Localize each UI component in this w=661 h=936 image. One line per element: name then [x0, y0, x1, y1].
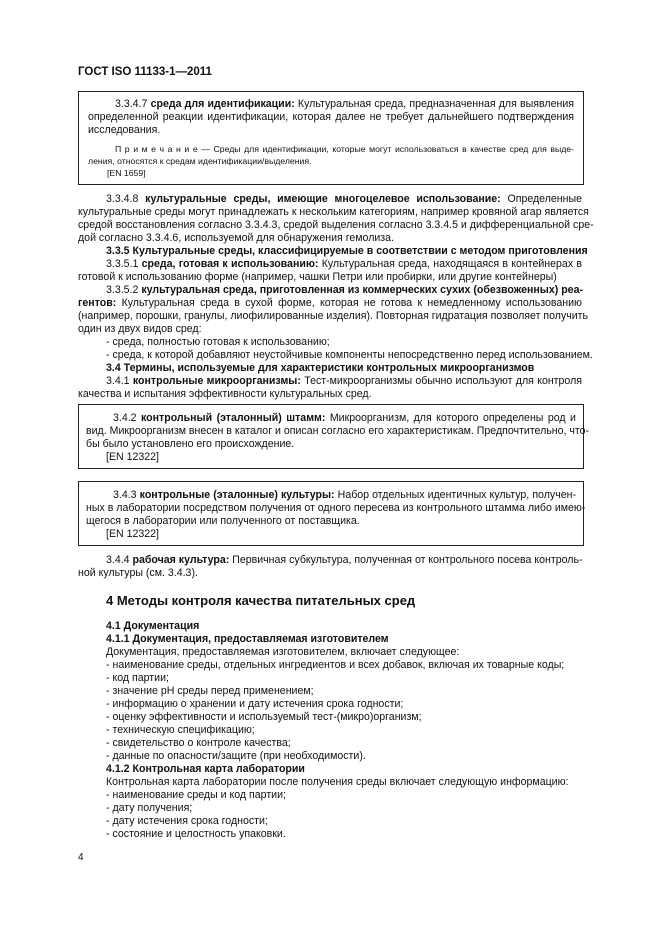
heading-3-4: 3.4 Термины, используемые для характеристики контрольных микроорганизмов	[106, 362, 535, 374]
p3352-bullet2: - среда, к которой добавляют неустойчивые компоненты непосредственно перед использованием.	[106, 349, 593, 361]
box2-line1: 3.4.2 контрольный (эталонный) штамм: Микроорганизм, для которого определены род и	[113, 412, 576, 424]
list-item: - состояние и целостность упаковки.	[106, 828, 286, 840]
box2-line2: вид. Микроорганизм внесен в каталог и описан согласно его характеристикам. Предпочтительно, что-	[86, 425, 590, 437]
list-item: - оценку эффективности и используемый тест-(микро)организм;	[106, 711, 422, 723]
box2-reference: [EN 12322]	[106, 451, 160, 463]
p341-line1: 3.4.1 контрольные микроорганизмы: Тест-микроорганизмы обычно используют для контроля	[106, 375, 583, 387]
list-item: - техническую спецификацию;	[106, 724, 255, 736]
box1-line1: 3.3.4.7 среда для идентификации: Культуральная среда, предназначенная для выявления	[115, 98, 574, 110]
p3352-line3: (например, порошки, гранулы, лиофилированные изделия). Повторная гидратация позволяет получить	[78, 310, 589, 322]
p3351-line2: готовой к использованию форме (например, чашки Петри или пробирки, или другие контейнеры)	[78, 271, 557, 283]
list-item: - свидетельство о контроле качества;	[106, 737, 291, 749]
heading-4-1: 4.1 Документация	[106, 620, 200, 632]
box1-line2: определенной реакции идентификации, которая далее не требует дальнейшего подтверждения	[88, 111, 574, 123]
s411-intro: Документация, предоставляемая изготовителем, включает следующее:	[106, 646, 460, 658]
list-item: - информацию о хранении и дату истечения срока годности;	[106, 698, 404, 710]
list-item: - код партии;	[106, 672, 169, 684]
heading-4-1-2: 4.1.2 Контрольная карта лаборатории	[106, 763, 305, 775]
p3352-bullet1: - среда, полностью готовая к использованию;	[106, 336, 330, 348]
s412-intro: Контрольная карта лаборатории после получения среды включает следующую информацию:	[106, 776, 569, 788]
section-4-title: 4 Методы контроля качества питательных сред	[106, 593, 416, 608]
box3-line2: ных в лаборатории посредством получения от одного пересева из контрольного штамма либо имею-	[86, 502, 586, 514]
p341-line2: качества и испытания эффективности культуральных сред.	[78, 388, 372, 400]
box1-reference: [EN 1659]	[107, 168, 146, 178]
box3-line1: 3.4.3 контрольные (эталонные) культуры: Набор отдельных идентичных культур, получен-	[113, 489, 576, 501]
box2-line3: бы было установлено его происхождение.	[86, 438, 295, 450]
list-item: - дату истечения срока годности;	[106, 815, 268, 827]
list-item: - значение pH среды перед применением;	[106, 685, 314, 697]
box1-note-line2: ления, относятся к средам идентификации/выделения.	[88, 156, 312, 166]
p3348-line4: дой согласно 3.3.4.6, используемой для обнаружения гемолиза.	[78, 232, 394, 244]
list-item: - наименование среды, отдельных ингредиентов и всех добавок, включая их товарные коды;	[106, 659, 565, 671]
p3351-line1: 3.3.5.1 среда, готовая к использованию: Культуральная среда, находящаяся в контейнерах в	[106, 258, 582, 270]
box1-note-line1: П р и м е ч а н и е — Среды для идентификации, которые могут использоваться в качестве сред для выде-	[115, 144, 574, 154]
p3348-line3: средой восстановления согласно 3.3.4.3, средой выделения согласно 3.3.4.5 и дифференциальной сре-	[78, 219, 594, 231]
document-header: ГОСТ ISO 11133-1—2011	[78, 66, 212, 78]
p3348-line1: 3.3.4.8 культуральные среды, имеющие многоцелевое использование: Определенные	[106, 193, 582, 205]
box3-line3: щегося в лаборатории или полученного от поставщика.	[86, 515, 360, 527]
heading-3-3-5: 3.3.5 Культуральные среды, классифицируемые в соответствии с методом приготовления	[106, 245, 588, 257]
heading-4-1-1: 4.1.1 Документация, предоставляемая изготовителем	[106, 633, 389, 645]
p3348-line2: культуральные среды могут принадлежать к нескольким категориям, например кровяной агар является	[78, 206, 589, 218]
p344-line2: ной культуры (см. 3.4.3).	[78, 567, 198, 579]
box1-line3: исследования.	[88, 124, 161, 136]
p3352-line2: гентов: Культуральная среда в сухой форме, которая не готова к немедленному использованию	[78, 297, 582, 309]
page-number: 4	[78, 852, 84, 863]
p3352-line1: 3.3.5.2 культуральная среда, приготовленная из коммерческих сухих (обезвоженных) реа-	[106, 284, 583, 296]
list-item: - данные по опасности/защите (при необходимости).	[106, 750, 366, 762]
list-item: - дату получения;	[106, 802, 193, 814]
list-item: - наименование среды и код партии;	[106, 789, 286, 801]
box3-reference: [EN 12322]	[106, 528, 160, 540]
p344-line1: 3.4.4 рабочая культура: Первичная субкультура, полученная от контрольного посева контроль-	[106, 554, 583, 566]
p3352-line4: один из двух видов сред:	[78, 323, 202, 335]
